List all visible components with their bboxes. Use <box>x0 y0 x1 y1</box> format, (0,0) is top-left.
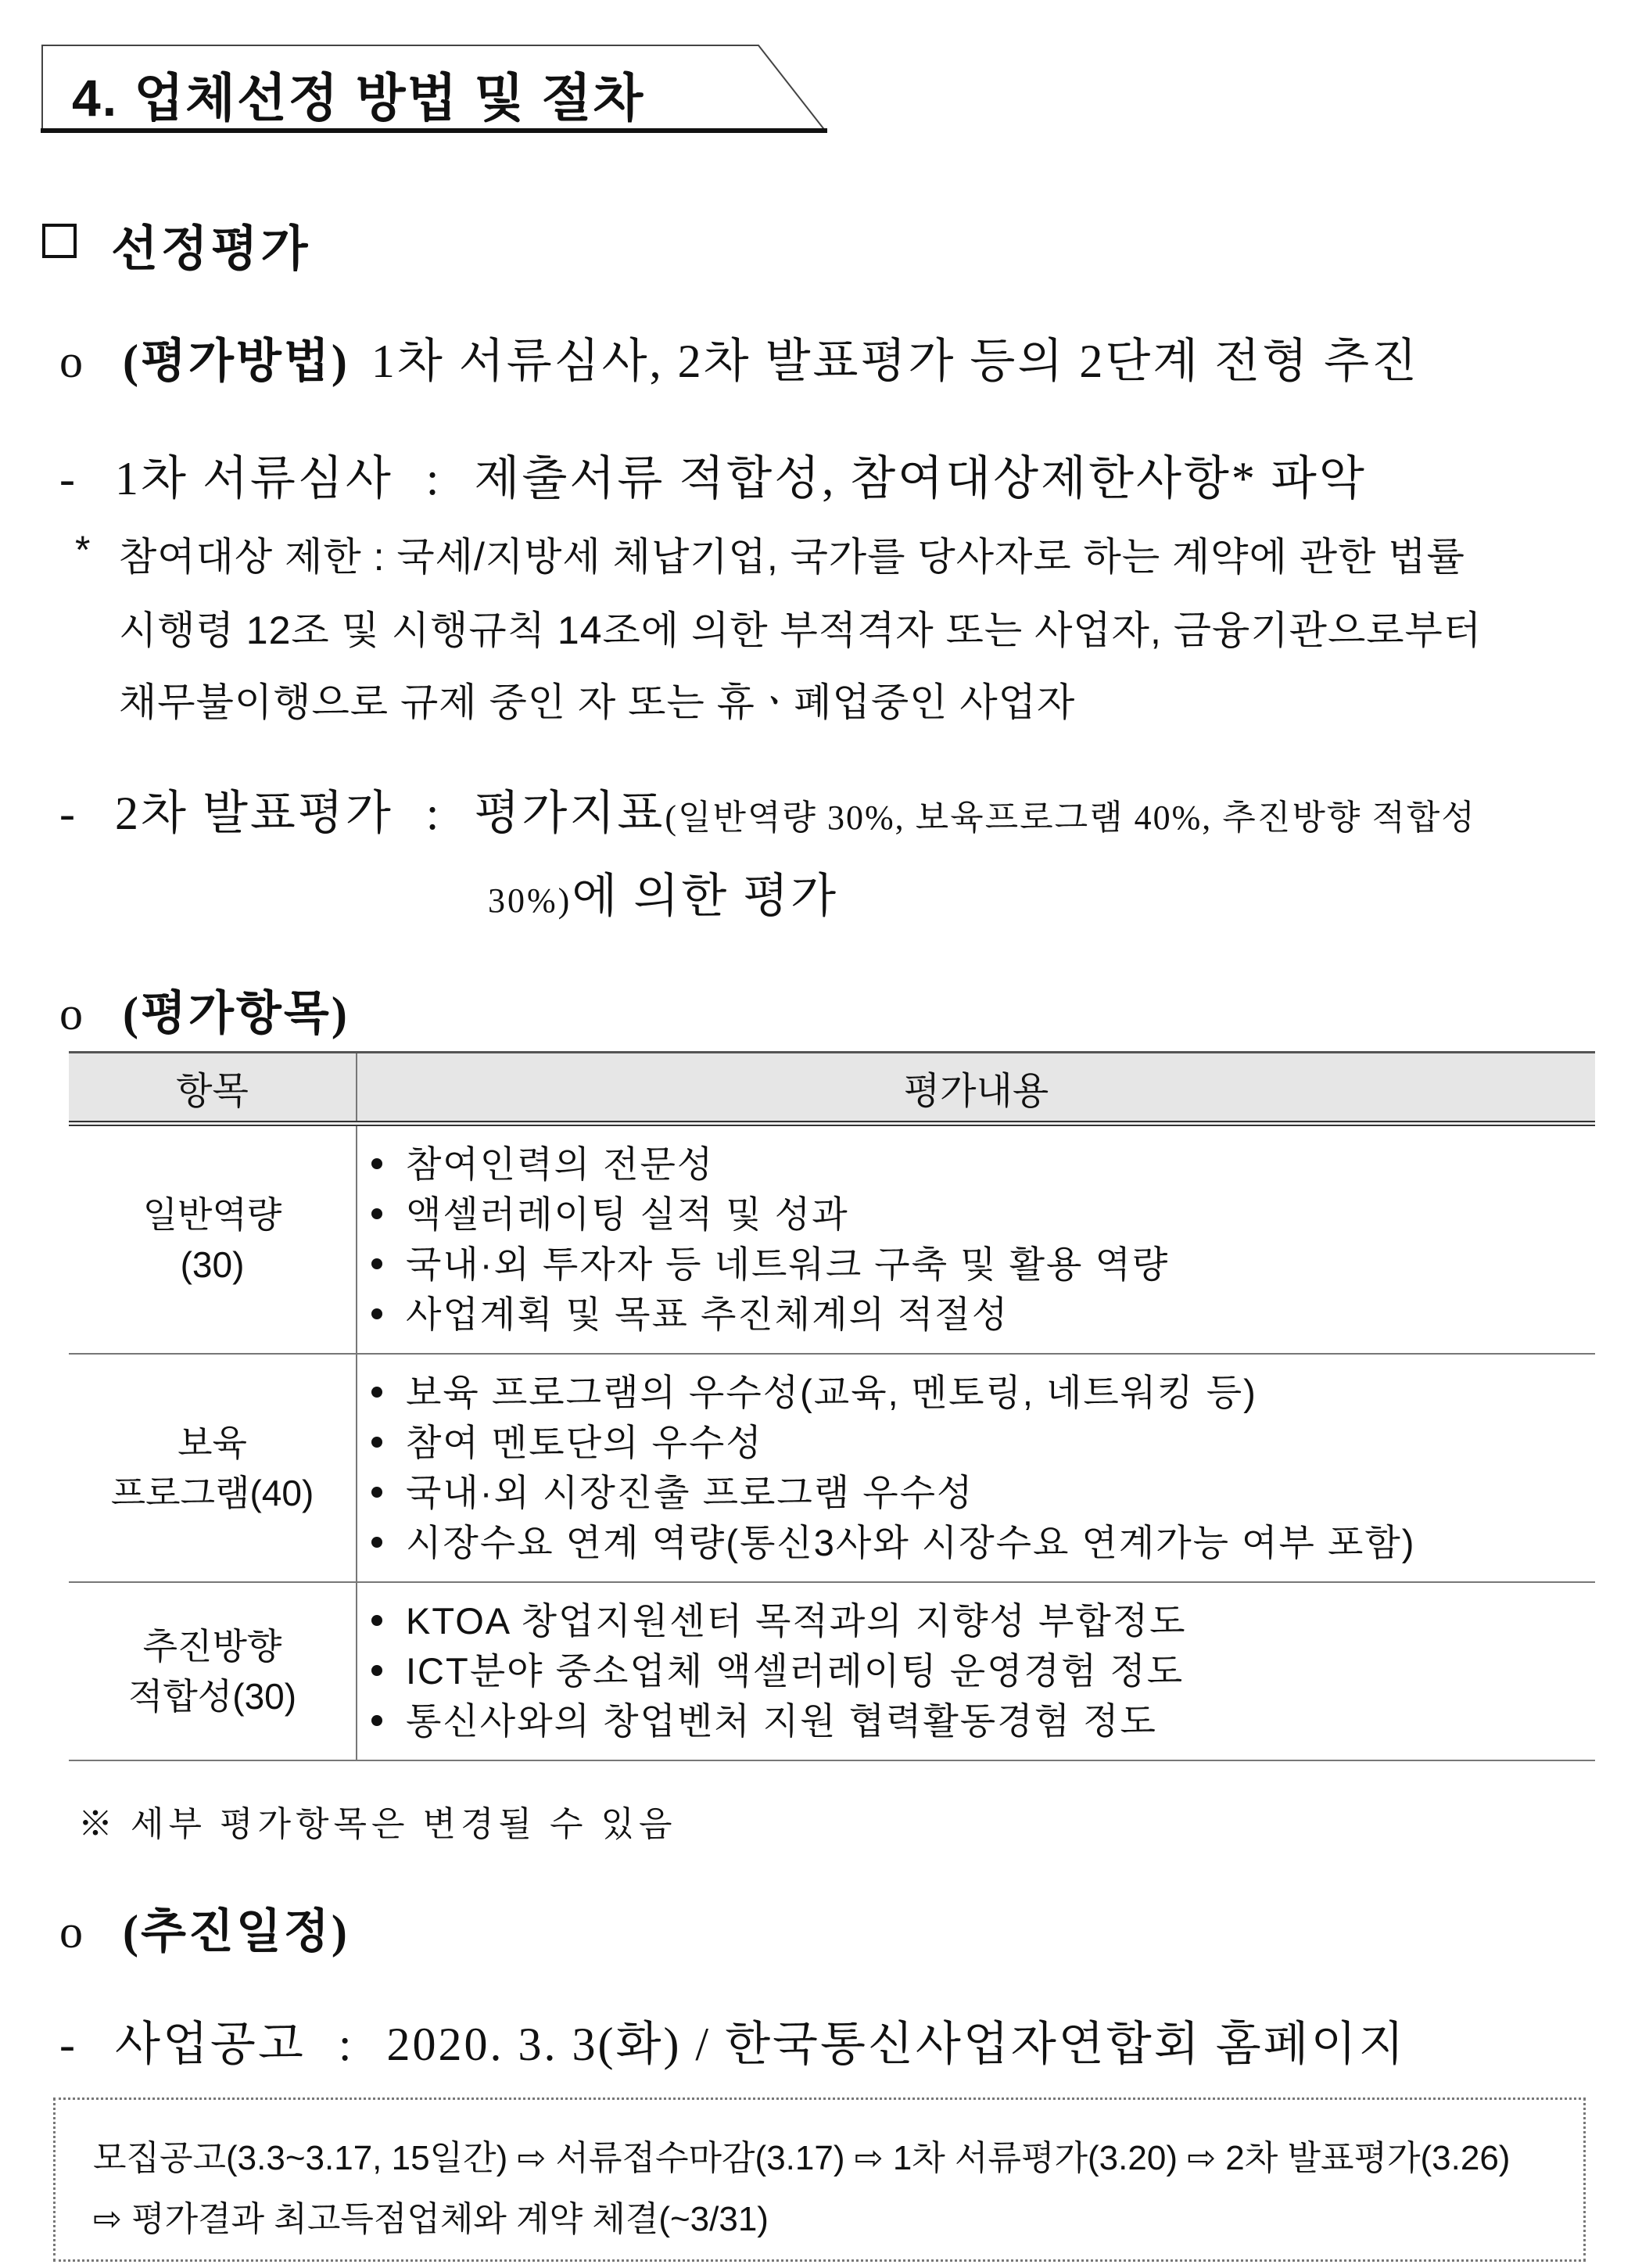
footnote-line: 참여대상 제한 : 국세/지방세 체납기업, 국가를 당사자로 하는 계약에 관한 법률 <box>119 535 1465 579</box>
list-item <box>371 1290 1595 1340</box>
bullet-marker: o <box>59 988 85 1039</box>
list-item <box>371 1518 1595 1568</box>
footnote-line: 시행령 12조 및 시행규칙 14조에 의한 부적격자 또는 사업자, 금융기관으로부터 <box>119 608 1482 652</box>
item-text: 시장수요 연계 역량(통신3사와 시장수요 연계가능 여부 포함) <box>406 1521 1416 1563</box>
table-row <box>69 1354 1595 1582</box>
item-text: 통신사와의 창업벤처 지원 협력활동경험 정도 <box>406 1699 1157 1742</box>
list-item <box>371 1696 1595 1746</box>
announcement-text: 2020. 3. 3(화) / 한국통신사업자연합회 홈페이지 <box>386 2019 1407 2070</box>
method-label: (평가방법) <box>123 336 350 387</box>
evaluation-table <box>69 1051 1595 1761</box>
item-text: 참여인력의 전문성 <box>406 1143 715 1185</box>
stage1-text: 제출서류 적합성, 참여대상제한사항* 파악 <box>474 453 1367 504</box>
stage2-text-small: (일반역량 30%, 보육프로그램 40%, 추진방향 적합성 <box>665 798 1476 837</box>
footnote-line: 채무불이행으로 규제 중인 자 또는 휴ㆍ폐업중인 사업자 <box>119 680 1076 724</box>
table-row <box>69 1582 1595 1760</box>
stage2-line2-main: 에 의한 평가 <box>572 870 839 922</box>
item-text: 국내·외 투자자 등 네트워크 구축 및 활용 역량 <box>406 1243 1170 1285</box>
item-text: 참여 멘토단의 우수성 <box>406 1421 763 1463</box>
square-outline-icon <box>42 224 77 258</box>
bullet-icon <box>371 1437 382 1448</box>
item-text: KTOA 창업지원센터 목적과의 지향성 부합정도 <box>406 1599 1187 1642</box>
announcement-line <box>59 2007 1407 2074</box>
schedule-heading-label: (추진일정) <box>123 1906 350 1958</box>
list-item <box>371 1418 1595 1468</box>
items-cell <box>357 1124 1595 1354</box>
item-text: ICT분야 중소업체 액셀러레이팅 운영경험 정도 <box>406 1649 1185 1692</box>
stage2-line2-small: 30%) <box>488 881 572 920</box>
header-category: 항목 <box>69 1053 357 1124</box>
dash-marker: - <box>59 453 77 504</box>
stage2-label: 2차 발표평가 <box>114 788 393 839</box>
bullet-icon <box>371 1665 382 1676</box>
section-title: 선정평가 <box>111 223 311 276</box>
category-cell: 보육 프로그램(40) <box>69 1354 357 1582</box>
items-cell <box>357 1582 1595 1760</box>
stage2-line <box>59 776 1476 843</box>
bullet-icon <box>371 1487 382 1498</box>
stage1-label: 1차 서류심사 <box>114 453 393 504</box>
separator: : <box>425 788 442 839</box>
items-cell <box>357 1354 1595 1582</box>
bullet-icon <box>371 1208 382 1219</box>
section-header <box>41 44 827 135</box>
item-text: 사업계획 및 목표 추진체계의 적절성 <box>406 1293 1009 1335</box>
category-cell: 추진방향 적합성(30) <box>69 1582 357 1760</box>
list-item <box>371 1139 1595 1190</box>
stage2-text-main: 평가지표 <box>474 788 665 839</box>
category-cell: 일반역량 (30) <box>69 1124 357 1354</box>
table-row <box>69 1124 1595 1354</box>
header-content: 평가내용 <box>357 1053 1595 1124</box>
schedule-line: ⇨ 평가결과 최고득점업체와 계약 체결(~3/31) <box>93 2200 769 2238</box>
dash-marker: - <box>59 2019 77 2070</box>
stage1-line <box>59 441 1367 508</box>
page-title: 4. 업체선정 방법 및 절차 <box>72 69 645 127</box>
items-heading <box>59 976 350 1043</box>
bullet-icon <box>371 1615 382 1626</box>
list-item <box>371 1596 1595 1646</box>
bullet-icon <box>371 1387 382 1398</box>
list-item <box>371 1190 1595 1240</box>
table-note: ※ 세부 평가항목은 변경될 수 있음 <box>78 1805 677 1843</box>
schedule-box <box>53 2098 1586 2262</box>
separator: : <box>425 453 442 504</box>
bullet-icon <box>371 1537 382 1548</box>
list-item <box>371 1240 1595 1290</box>
method-text: 1차 서류심사, 2차 발표평가 등의 2단계 전형 추진 <box>371 336 1420 387</box>
bullet-icon <box>371 1715 382 1726</box>
item-text: 국내·외 시장진출 프로그램 우수성 <box>406 1471 974 1513</box>
dash-marker: - <box>59 788 77 839</box>
schedule-line: 모집공고(3.3~3.17, 15일간) ⇨ 서류접수마감(3.17) ⇨ 1차 서류평가(3.20) ⇨ 2차 발표평가(3.26) <box>93 2139 1511 2177</box>
schedule-heading <box>59 1894 350 1961</box>
table-header-row <box>69 1053 1595 1124</box>
footnote-mark: * <box>75 528 91 572</box>
item-text: 보육 프로그램의 우수성(교육, 멘토링, 네트워킹 등) <box>406 1371 1257 1413</box>
announcement-label: 사업공고 <box>114 2019 306 2070</box>
bullet-icon <box>371 1158 382 1169</box>
bullet-marker: o <box>59 336 85 387</box>
bullet-icon <box>371 1308 382 1319</box>
separator: : <box>338 2019 354 2070</box>
bullet-icon <box>371 1258 382 1269</box>
stage2-continuation <box>488 859 838 926</box>
list-item <box>371 1468 1595 1518</box>
bullet-marker: o <box>59 1906 85 1958</box>
item-text: 액셀러레이팅 실적 및 성과 <box>406 1193 849 1235</box>
list-item <box>371 1646 1595 1696</box>
list-item <box>371 1368 1595 1418</box>
method-line <box>59 324 1419 391</box>
items-heading-label: (평가항목) <box>123 988 350 1039</box>
